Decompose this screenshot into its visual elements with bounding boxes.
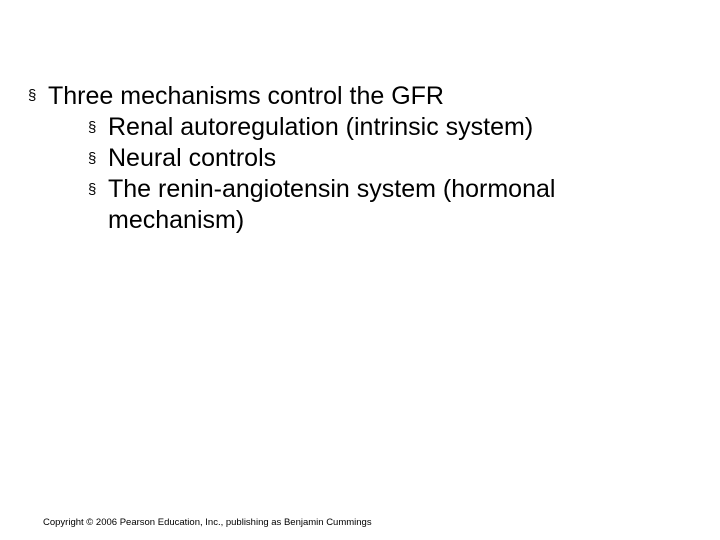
bullet-list — [28, 80, 688, 236]
bullet-item-renal-autoregulation — [88, 112, 688, 143]
square-bullet-icon: § — [88, 181, 97, 198]
bullet-text: The renin-angiotensin system (hormonal mechanism) — [108, 175, 556, 234]
bullet-item-neural-controls — [88, 143, 688, 174]
bullet-text: Neural controls — [108, 144, 277, 172]
bullet-text: Three mechanisms control the GFR — [48, 82, 444, 110]
bullet-item-renin-angiotensin — [88, 174, 688, 236]
square-bullet-icon: § — [88, 119, 97, 136]
bullet-item-gfr-mechanisms — [28, 80, 688, 112]
bullet-text: Renal autoregulation (intrinsic system) — [108, 113, 534, 141]
square-bullet-icon: § — [88, 150, 97, 167]
copyright-footer: Copyright © 2006 Pearson Education, Inc., publishing as Benjamin Cummings — [43, 517, 372, 528]
square-bullet-icon: § — [28, 87, 37, 104]
